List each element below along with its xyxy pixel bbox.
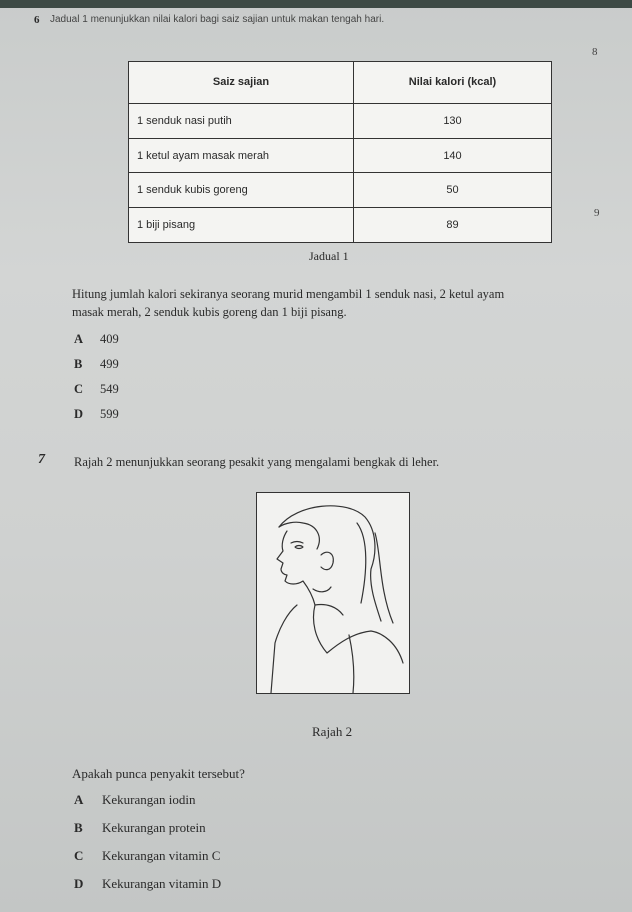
margin-note: 9: [594, 207, 600, 219]
option-text: 549: [100, 382, 119, 396]
page-top-edge: [0, 0, 632, 8]
table-caption: Jadual 1: [309, 249, 349, 263]
option-letter: B: [74, 820, 83, 835]
table-header-serving: Saiz sajian: [129, 62, 354, 104]
option-letter: D: [74, 876, 84, 891]
question-6-intro: Jadual 1 menunjukkan nilai kalori bagi saiz sajian untuk makan tengah hari.: [50, 14, 385, 25]
question-6-stem-line-2: masak merah, 2 senduk kubis goreng dan 1 biji pisang.: [72, 305, 347, 319]
option-b[interactable]: [74, 357, 119, 372]
option-c[interactable]: [74, 848, 220, 864]
table-cell-kcal: 130: [354, 103, 552, 138]
question-7-stem: Rajah 2 menunjukkan seorang pesakit yang mengalami bengkak di leher.: [74, 455, 440, 469]
option-letter: B: [74, 357, 83, 371]
option-a[interactable]: [74, 332, 119, 347]
option-letter: C: [74, 382, 84, 396]
table-cell-kcal: 89: [354, 208, 552, 243]
option-letter: C: [74, 848, 84, 863]
question-6-stem-line-1: Hitung jumlah kalori sekiranya seorang murid mengambil 1 senduk nasi, 2 ketul ayam: [72, 287, 505, 301]
option-a[interactable]: [74, 792, 196, 808]
option-text: Kekurangan protein: [102, 820, 206, 835]
option-text: 499: [100, 357, 119, 371]
option-d[interactable]: [74, 407, 119, 422]
question-7-question: Apakah punca penyakit tersebut?: [72, 766, 245, 781]
option-letter: A: [74, 792, 84, 807]
option-text: Kekurangan vitamin D: [102, 876, 222, 891]
table-row: [129, 138, 552, 173]
table-row: [129, 208, 552, 243]
patient-figure: [256, 492, 410, 694]
margin-note: 8: [592, 46, 598, 58]
option-text: 409: [100, 332, 119, 346]
table-cell-item: 1 senduk kubis goreng: [129, 173, 354, 208]
table-cell-kcal: 50: [354, 173, 552, 208]
option-c[interactable]: [74, 382, 119, 397]
table-cell-item: 1 biji pisang: [129, 208, 354, 243]
table-cell-item: 1 senduk nasi putih: [129, 103, 354, 138]
table-row: [129, 103, 552, 138]
question-7-number: 7: [38, 452, 45, 467]
calorie-table: [128, 61, 552, 243]
table-cell-kcal: 140: [354, 138, 552, 173]
question-6-number: 6: [34, 14, 40, 26]
figure-caption: Rajah 2: [312, 724, 353, 739]
option-text: 599: [100, 407, 119, 421]
option-b[interactable]: [74, 820, 206, 836]
patient-drawing: [257, 493, 409, 693]
option-d[interactable]: [74, 876, 221, 892]
option-text: Kekurangan vitamin C: [102, 848, 221, 863]
table-row: [129, 173, 552, 208]
option-letter: D: [74, 407, 84, 421]
table-header-calorie: Nilai kalori (kcal): [354, 62, 552, 104]
option-text: Kekurangan iodin: [102, 792, 196, 807]
option-letter: A: [74, 332, 84, 346]
table-cell-item: 1 ketul ayam masak merah: [129, 138, 354, 173]
